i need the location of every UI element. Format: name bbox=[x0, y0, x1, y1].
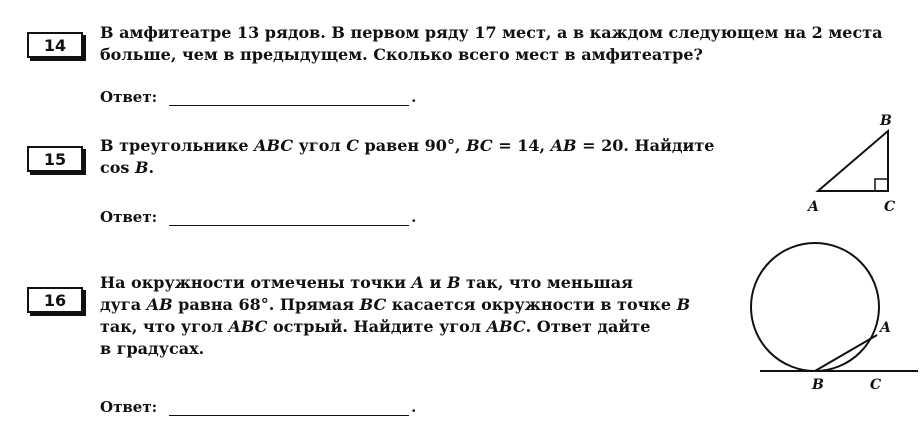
point-label-b: B bbox=[812, 377, 824, 393]
answer-field[interactable] bbox=[169, 211, 409, 226]
task-number-box-16 bbox=[27, 287, 83, 313]
task-15-answer bbox=[100, 208, 416, 226]
task-16-line-1: На окружности отмечены точки A и B так, что меньшая bbox=[100, 273, 633, 292]
task-16-line-4: в градусах. bbox=[100, 339, 205, 358]
vertex-label-c: C bbox=[884, 199, 896, 215]
point-label-a: A bbox=[880, 320, 891, 336]
answer-dot: . bbox=[411, 398, 417, 416]
task-number: 16 bbox=[43, 290, 67, 310]
task-16-text bbox=[100, 272, 700, 360]
vertex-label-a: A bbox=[808, 199, 819, 215]
task-16-line-3: так, что угол ABC острый. Найдите угол ABC. Ответ дайте bbox=[100, 317, 651, 336]
task-14-line-2: больше, чем в предыдущем. Сколько всего мест в амфитеатре? bbox=[100, 45, 703, 64]
circle bbox=[751, 243, 879, 371]
task-number: 15 bbox=[43, 149, 67, 169]
answer-dot: . bbox=[411, 208, 417, 226]
task-16-line-2: дуга AB равна 68°. Прямая BC касается окружности в точке B bbox=[100, 295, 691, 314]
answer-dot: . bbox=[411, 88, 417, 106]
answer-field[interactable] bbox=[169, 91, 409, 106]
task-14-answer bbox=[100, 88, 416, 106]
triangle-figure bbox=[800, 105, 910, 220]
task-15-line-1: В треугольнике ABC угол C равен 90°, BC = 14, AB = 20. Найдите bbox=[100, 136, 715, 155]
task-16-answer bbox=[100, 398, 416, 416]
task-15-line-2: cos B. bbox=[100, 158, 155, 177]
task-number: 14 bbox=[43, 35, 67, 55]
answer-label: Ответ: bbox=[100, 398, 158, 416]
right-angle-mark bbox=[875, 179, 888, 191]
task-14-text bbox=[100, 22, 910, 66]
answer-label: Ответ: bbox=[100, 208, 158, 226]
task-15-text bbox=[100, 135, 760, 179]
vertex-label-b: B bbox=[880, 113, 892, 129]
answer-field[interactable] bbox=[169, 401, 409, 416]
task-number-box-15 bbox=[27, 146, 83, 172]
point-label-c: C bbox=[870, 377, 882, 393]
answer-label: Ответ: bbox=[100, 88, 158, 106]
task-14-line-1: В амфитеатре 13 рядов. В первом ряду 17 мест, а в каждом следующем на 2 места bbox=[100, 23, 883, 42]
chord-ab bbox=[815, 335, 877, 371]
task-number-box-14 bbox=[27, 32, 83, 58]
circle-tangent-figure bbox=[730, 240, 920, 440]
triangle-abc bbox=[818, 131, 888, 191]
